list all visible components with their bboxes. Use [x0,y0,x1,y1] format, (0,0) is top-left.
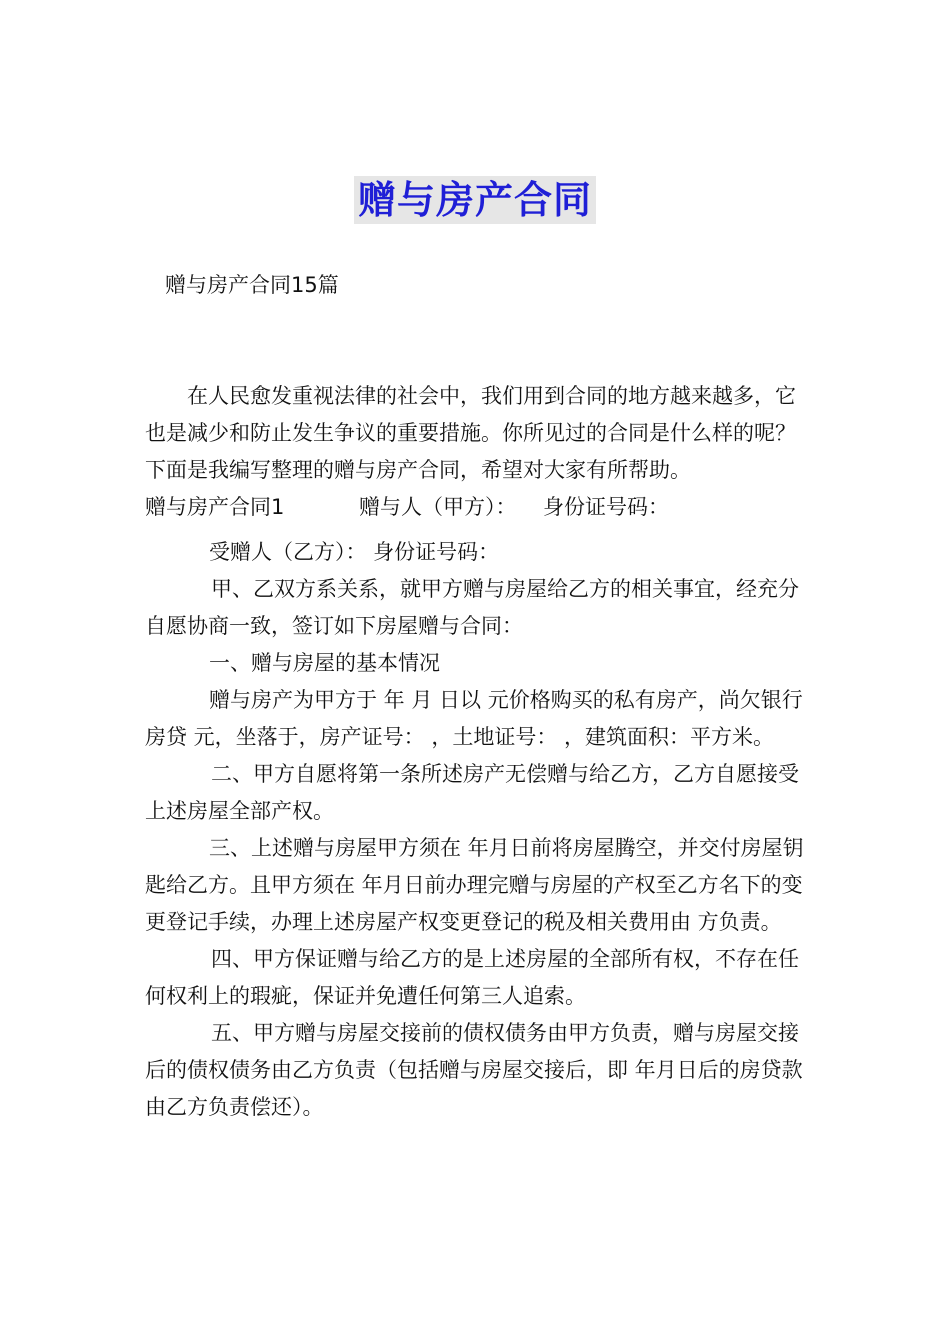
contract-heading: 赠与房产合同1 [145,495,285,519]
document-subtitle: 赠与房产合同15篇 [165,273,339,297]
section-1-body: 赠与房产为甲方于 年 月 日以 元价格购买的私有房产，尚欠银行房贷 元，坐落于，房产证号： ，土地证号： ，建筑面积：平方米。 [145,688,803,749]
title-container [0,176,950,224]
section-1-heading: 一、赠与房屋的基本情况 [209,651,440,675]
contract-header-line [145,489,815,526]
document-title: 赠与房产合同 [354,176,596,224]
section-5: 五、甲方赠与房屋交接前的债权债务由甲方负责，赠与房屋交接后的债权债务由乙方负责（包括赠与房屋交接后，即 年月日后的房贷款由乙方负责偿还）。 [145,1021,803,1119]
intro-paragraph: 在人民愈发重视法律的社会中，我们用到合同的地方越来越多，它也是减少和防止发生争议的重要措施。你所见过的合同是什么样的呢？下面是我编写整理的赠与房产合同，希望对大家有所帮助。 [145,384,796,482]
donor-id-label: 身份证号码： [543,495,669,519]
relation-paragraph: 甲、乙双方系关系，就甲方赠与房屋给乙方的相关事宜，经充分自愿协商一致，签订如下房屋赠与合同： [145,577,799,638]
section-3: 三、上述赠与房屋甲方须在 年月日前将房屋腾空，并交付房屋钥匙给乙方。且甲方须在 年月日前办理完赠与房屋的产权至乙方名下的变更登记手续，办理上述房屋产权变更登记的税及相关费用由 方负责。 [145,836,804,934]
section-2: 二、甲方自愿将第一条所述房产无偿赠与给乙方，乙方自愿接受上述房屋全部产权。 [145,762,799,823]
document-body [145,378,815,1126]
donor-label: 赠与人（甲方）： [359,495,517,519]
recipient-line: 受赠人（乙方）： 身份证号码： [209,540,500,564]
section-4: 四、甲方保证赠与给乙方的是上述房屋的全部所有权，不存在任何权利上的瑕疵，保证并免遭任何第三人追索。 [145,947,799,1008]
